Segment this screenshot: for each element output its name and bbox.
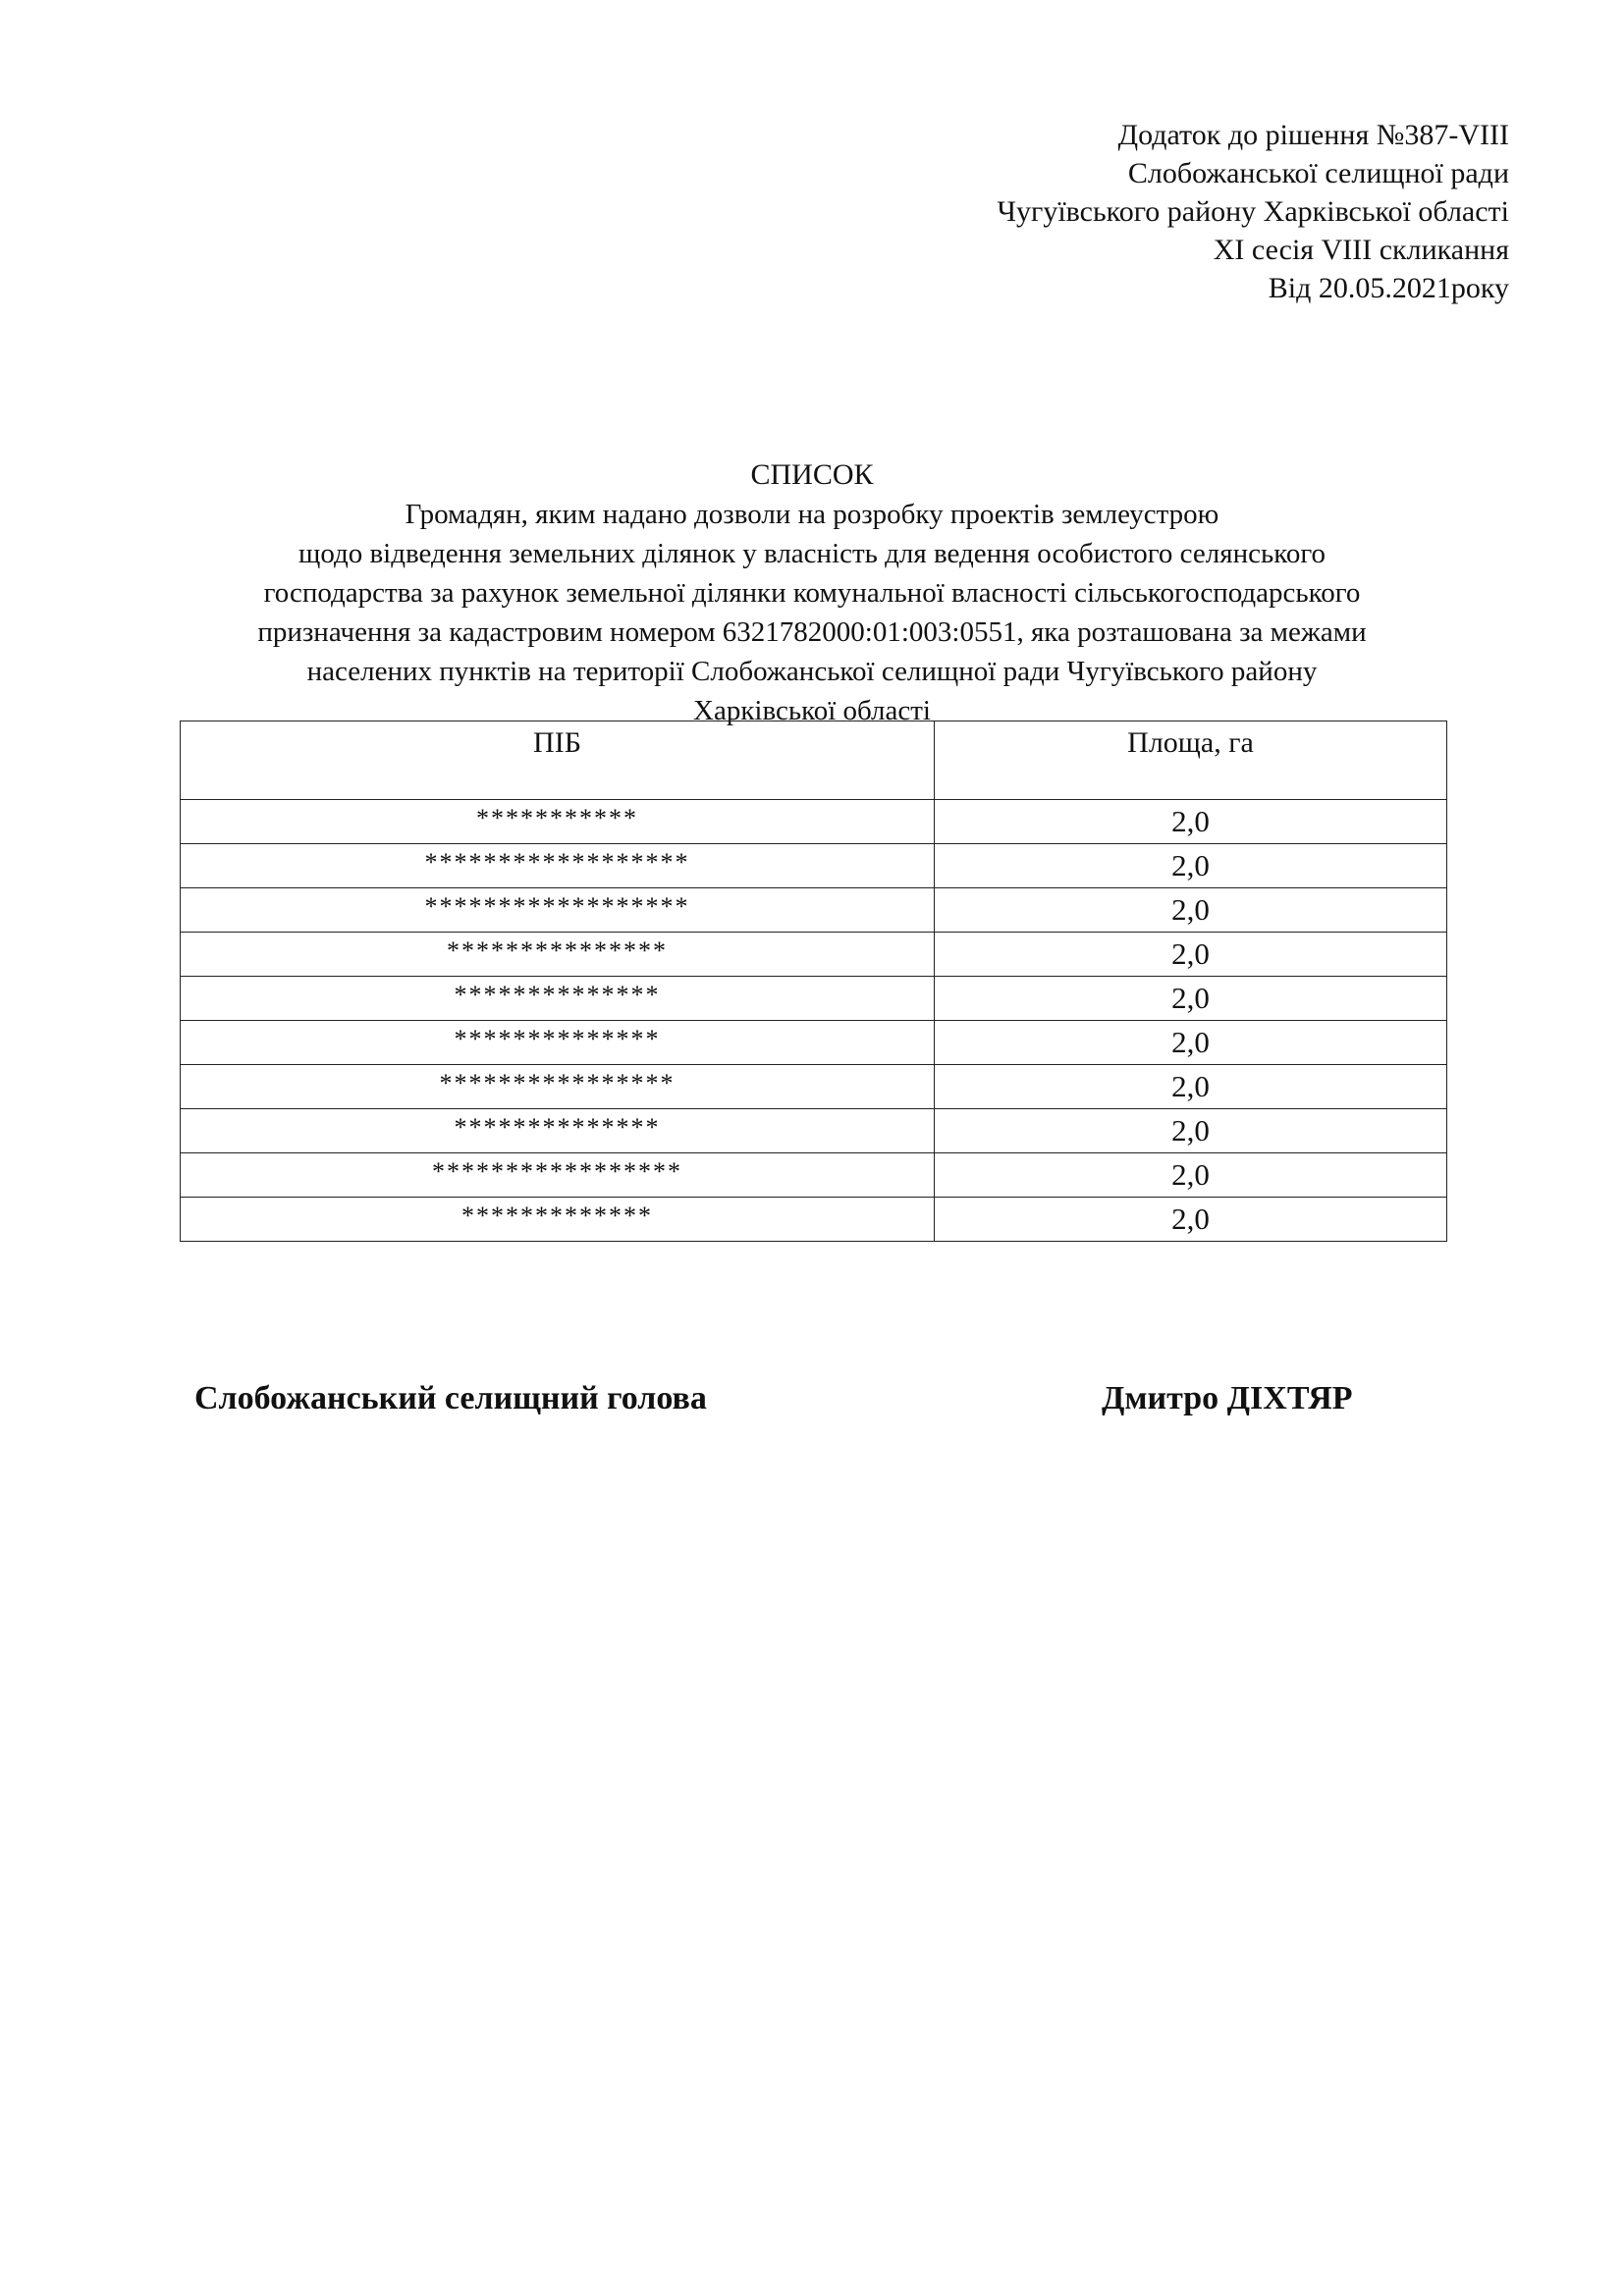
table-row [181,888,1447,933]
area-cell: 2,0 [935,1153,1447,1198]
table-row [181,1021,1447,1065]
table-row [181,844,1447,888]
title-line: господарства за рахунок земельної ділянки комунальної власності сільськогосподарського [263,577,1361,609]
name-cell: ***************** [181,1153,935,1198]
citizens-table [180,721,1447,1242]
title-line: призначення за кадастровим номером 6321782000:01:003:0551, яка розташована за межами [257,616,1367,648]
table-row [181,977,1447,1021]
area-cell: 2,0 [935,1021,1447,1065]
table-row [181,933,1447,977]
area-cell: 2,0 [935,844,1447,888]
column-header-area: Площа, га [935,721,1447,800]
title-line: населених пунктів на території Слобожанської селищної ради Чугуївського району [306,656,1318,687]
name-cell: ************** [181,977,935,1021]
area-cell: 2,0 [935,800,1447,844]
area-cell: 2,0 [935,933,1447,977]
column-header-name: ПІБ [181,721,935,800]
table-header-row [181,721,1447,800]
name-cell: *************** [181,933,935,977]
area-cell: 2,0 [935,1198,1447,1242]
table-row [181,1109,1447,1153]
table-row [181,1065,1447,1109]
area-cell: 2,0 [935,1109,1447,1153]
document-heading: СПИСОК [750,458,874,491]
title-line: Громадян, яким надано дозволи на розробку проектів землеустрою [405,499,1219,530]
name-cell: *********** [181,800,935,844]
name-cell: ************** [181,1109,935,1153]
title-line: Харківської області [693,695,931,726]
header-line: Слобожанської селищної ради [1127,157,1509,189]
document-title-block [0,454,1624,730]
title-line: щодо відведення земельних ділянок у власність для ведення особистого селянського [298,538,1326,569]
signatory-position: Слобожанський селищний голова [194,1380,707,1416]
appendix-header [998,116,1509,307]
name-cell: ************** [181,1021,935,1065]
table-row [181,1153,1447,1198]
signatory-name: Дмитро ДІХТЯР [1102,1380,1353,1416]
area-cell: 2,0 [935,977,1447,1021]
table-row [181,800,1447,844]
header-line: Додаток до рішення №387-VIII [1117,119,1509,151]
area-cell: 2,0 [935,1065,1447,1109]
header-line: Чугуївського району Харківської області [997,195,1509,228]
header-line: Від 20.05.2021року [1268,272,1509,304]
name-cell: **************** [181,1065,935,1109]
table-row [181,1198,1447,1242]
header-line: XI сесія VIII скликання [1213,234,1509,266]
name-cell: ****************** [181,844,935,888]
area-cell: 2,0 [935,888,1447,933]
name-cell: ************* [181,1198,935,1242]
name-cell: ****************** [181,888,935,933]
